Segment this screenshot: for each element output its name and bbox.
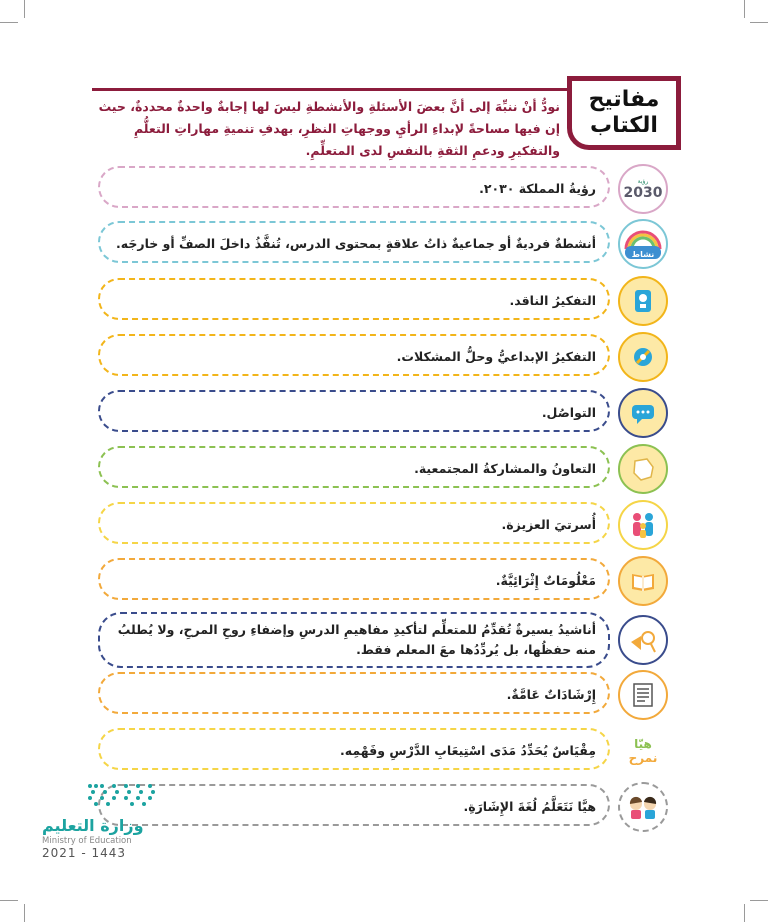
crop-mark xyxy=(744,0,745,18)
title-line-1: مفاتيح xyxy=(588,87,660,112)
header-rule xyxy=(92,88,568,91)
key-text: إِرْشَادَاتٌ عَامَّةٌ. xyxy=(506,687,596,702)
communication-icon xyxy=(618,388,668,438)
page-title xyxy=(567,76,681,150)
vision-logo-text: 2030 xyxy=(623,184,663,201)
key-text: التعاونُ والمشاركةُ المجتمعية. xyxy=(414,461,596,476)
fun-badge xyxy=(618,726,668,776)
key-row-sign-language xyxy=(98,784,674,830)
song-icon xyxy=(618,615,668,665)
community-map-icon xyxy=(618,444,668,494)
key-row-vision xyxy=(98,166,674,212)
crop-mark xyxy=(750,22,768,23)
crop-mark xyxy=(0,900,18,901)
key-text: مِقْيَاسٌ يُحَدِّدُ مَدَى اسْتِيعَابِ الدَّرْسِ وفَهْمِه. xyxy=(340,743,596,758)
family-icon xyxy=(618,500,668,550)
crop-mark xyxy=(24,904,25,922)
key-text: التواصُل. xyxy=(541,405,596,420)
key-text: رؤيةُ المملكة ٢٠٣٠. xyxy=(479,181,596,196)
activity-badge-label: نشاط xyxy=(631,250,655,259)
key-text: مَعْلُومَاتٌ إِثْرَائِيَّةٌ. xyxy=(495,573,596,588)
key-row-activity xyxy=(98,221,674,267)
creative-thinking-icon xyxy=(618,332,668,382)
key-row-enrichment xyxy=(98,558,674,604)
key-row-community xyxy=(98,446,674,492)
key-row-fun-scale xyxy=(98,728,674,774)
key-row-critical-thinking xyxy=(98,278,674,324)
intro-paragraph: نودُّ أنْ ننبِّهَ إلى أنَّ بعضَ الأسئلةِ والأنشطةِ ليسَ لها إجابةٌ واحدةٌ محددةٌ، حيث إن فيها مساحةً لإبداءِ الرأيِ ووجهاتِ النظرِ، بهدفِ تنميةِ مهاراتِ التعلُّمِ والتفكيرِ ودعمِ الثقةِ بالنفسِ لدى المتعلِّمِ. xyxy=(98,99,560,158)
critical-thinking-icon xyxy=(618,276,668,326)
edition-year: 2021 - 1443 xyxy=(42,846,127,860)
ministry-name-english: Ministry of Education xyxy=(42,836,132,846)
key-text: هيَّا نَتَعَلَّمُ لُغَةَ الإِشَارَةِ. xyxy=(463,799,596,814)
crop-mark xyxy=(744,904,745,922)
instructions-icon xyxy=(618,670,668,720)
key-text: أناشيدُ يسيرةٌ تُقدِّمُ للمتعلِّم لتأكيدِ مفاهيمِ الدرسِ وإضفاءِ روحِ المرحِ، ولا يُطلبُ منه حفظُها، بل يُردِّدُها معَ المعلم فقط. xyxy=(117,622,596,657)
ministry-logo-mark xyxy=(84,780,160,810)
crop-mark xyxy=(750,900,768,901)
vision-2030-logo: رؤية 2030 xyxy=(618,164,668,214)
fun-badge-line-2: نمرح xyxy=(628,751,658,765)
key-row-family xyxy=(98,502,674,548)
key-row-creative-thinking xyxy=(98,334,674,380)
crop-mark xyxy=(24,0,25,18)
book-icon xyxy=(618,556,668,606)
key-text: أُسرتيَ العزيزة. xyxy=(501,517,596,532)
title-line-2: الكتاب xyxy=(590,113,658,138)
ministry-name-arabic: وزارة التعليم xyxy=(42,816,144,835)
activity-badge-icon xyxy=(618,219,668,269)
key-text: التفكيرُ الإبداعيُّ وحلُّ المشكلات. xyxy=(396,349,596,364)
key-text: أنشطةٌ فرديةٌ أو جماعيةٌ ذاتُ علاقةٍ بمحتوى الدرس، تُنفَّذُ داخلَ الصفِّ أو خارجَه. xyxy=(116,236,596,251)
key-row-songs xyxy=(98,612,674,658)
key-row-communication xyxy=(98,390,674,436)
key-text: التفكيرُ الناقد. xyxy=(509,293,596,308)
fun-badge-line-1: هيّا xyxy=(634,737,652,751)
crop-mark xyxy=(0,22,18,23)
sign-language-icon xyxy=(618,782,668,832)
key-row-instructions xyxy=(98,672,674,718)
